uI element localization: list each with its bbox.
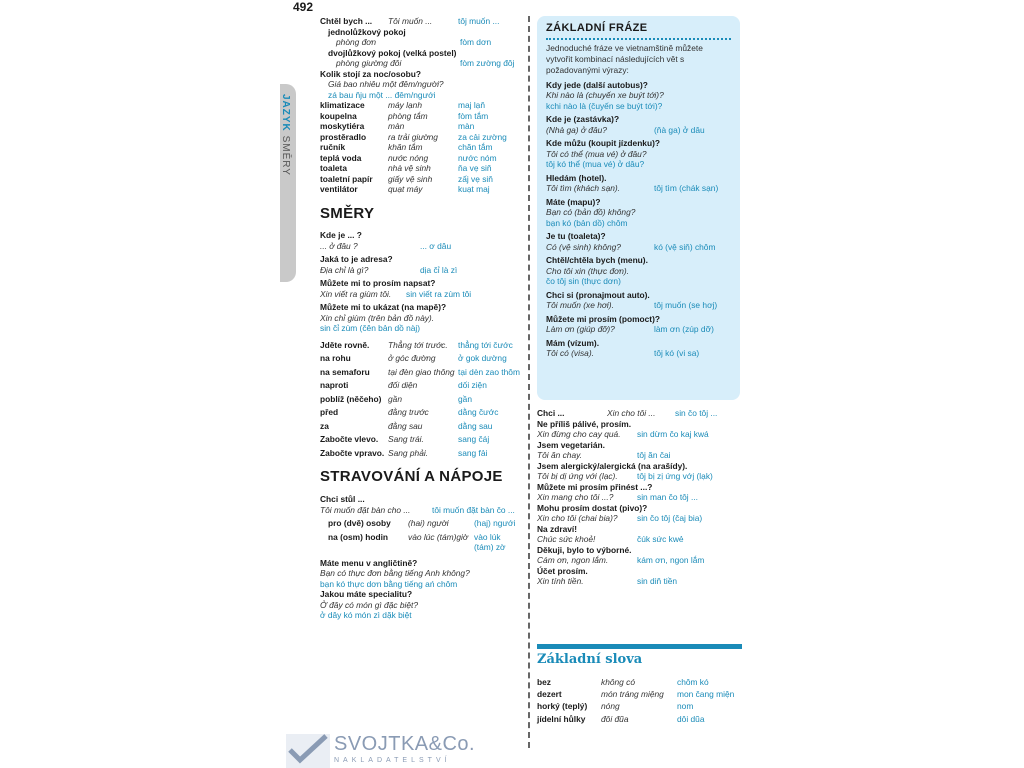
phrase-vi: Cám ơn, ngon lắm. bbox=[537, 555, 609, 565]
phrase-pron: bạn kó (bản dồ) chôm bbox=[546, 217, 628, 228]
phrase-cz: Zabočte vlevo. bbox=[320, 434, 379, 445]
vocab-row bbox=[320, 153, 520, 164]
phrase-cz: klimatizace bbox=[320, 100, 365, 110]
phrase-vi: phòng đơn bbox=[336, 37, 376, 47]
phrase-cz: Je tu (toaleta)? bbox=[546, 231, 606, 242]
phrase-vi: nhà vệ sinh bbox=[388, 163, 431, 173]
phrase-pron: sin man čo tôj ... bbox=[637, 492, 698, 502]
vocab-row bbox=[320, 353, 520, 364]
vocab-row bbox=[320, 448, 520, 459]
phrase-cz: Jaká to je adresa? bbox=[320, 254, 393, 265]
basic-words-header bbox=[537, 644, 742, 667]
phrase-vi: Làm ơn (giúp đỡ)? bbox=[546, 324, 615, 335]
phrase-pron: zấj vẹ siň bbox=[458, 173, 493, 184]
phrase-vi: Xin đừng cho cay quá. bbox=[537, 429, 621, 439]
publisher-watermark bbox=[286, 730, 476, 768]
vocab-row bbox=[537, 688, 747, 700]
phrase-cz: na (osm) hodin bbox=[328, 531, 389, 542]
phrase-cz: Chci ... bbox=[537, 408, 565, 418]
publisher-logo-icon bbox=[286, 730, 330, 768]
phrase-vi: máy lạnh bbox=[388, 100, 422, 110]
vocab-row bbox=[320, 174, 520, 185]
phrase-vi: tại đèn giao thông bbox=[388, 366, 455, 377]
vocab-row bbox=[320, 434, 520, 445]
phrase-vi: đối diện bbox=[388, 380, 418, 391]
food-entry bbox=[537, 419, 747, 440]
phrase-cz: moskytiéra bbox=[320, 121, 365, 131]
publisher-sub: NAKLADATELSTVÍ bbox=[334, 757, 451, 764]
phrase-pron: tôj muốn ... bbox=[458, 16, 500, 26]
phrase-pron: (ňà ga) ở dâu bbox=[654, 124, 705, 135]
basic-phrases-box bbox=[537, 16, 740, 400]
phrase-vi: Tôi muốn đặt bàn cho ... bbox=[320, 504, 411, 515]
question-block bbox=[320, 589, 520, 621]
vocab-row bbox=[320, 142, 520, 153]
food-entry bbox=[537, 566, 747, 587]
box-entry bbox=[546, 290, 731, 311]
column-divider bbox=[528, 16, 530, 748]
phrase-pron: sin diň tiền bbox=[637, 576, 678, 586]
phrase-pron: maj lạň bbox=[458, 100, 485, 110]
vocab-row bbox=[320, 132, 520, 143]
phrase-cz: dvojlůžkový pokoj (velká postel) bbox=[328, 47, 457, 58]
phrase-cz: na semaforu bbox=[320, 366, 370, 377]
phrase-cz: Máte menu v angličtině? bbox=[320, 557, 418, 568]
vocab-row bbox=[320, 340, 520, 351]
vocab-row bbox=[320, 163, 520, 174]
phrase-pron: nom bbox=[677, 701, 694, 712]
phrase-cz: Chtěl/chtěla bych (menu). bbox=[546, 255, 648, 266]
phrase-cz: za bbox=[320, 420, 329, 431]
vocab-row bbox=[320, 407, 520, 418]
phrase-cz: Jděte rovně. bbox=[320, 339, 370, 350]
phrase-cz: Můžete mi prosím přinést ...? bbox=[537, 481, 653, 492]
food-entry bbox=[537, 461, 747, 482]
phrase-pron: nước nóm bbox=[458, 152, 497, 163]
phrase-vi: Thẳng tới trước. bbox=[388, 339, 448, 350]
phrase-vi: Xin cho tôi (chai bia)? bbox=[537, 513, 618, 523]
phrase-vi: Bạn có (bản đồ) không? bbox=[546, 207, 636, 218]
phrase-pron: tôj kó (vi sa) bbox=[654, 348, 700, 359]
food-entry bbox=[537, 440, 747, 461]
vocab-row bbox=[320, 421, 520, 432]
basic-words-list bbox=[537, 676, 747, 725]
phrase-vi: Tôi có (visa). bbox=[546, 348, 594, 359]
phrase-pron: kám ơn, ngon lắm bbox=[637, 555, 705, 565]
phrase-pron: ... ơ dâu bbox=[420, 240, 452, 251]
phrase-pron: gần bbox=[458, 393, 472, 404]
phrase-pron: tại dèn zao thôm bbox=[458, 366, 520, 377]
phrase-cz: Mám (vízum). bbox=[546, 337, 600, 348]
food-entry bbox=[537, 408, 747, 419]
vocab-row bbox=[320, 518, 520, 529]
phrase-cz: bez bbox=[537, 677, 551, 687]
phrase-vi: Sang trái. bbox=[388, 434, 424, 445]
phrase-pron: kuạt maj bbox=[458, 184, 490, 194]
phrase-cz: dezert bbox=[537, 689, 562, 700]
vocab-row bbox=[320, 532, 520, 553]
vocab-row bbox=[537, 700, 747, 712]
phrase-pron: kó (vệ siň) chôm bbox=[654, 241, 716, 252]
phrase-vi: đằng trước bbox=[388, 407, 429, 418]
phrase-cz: Hledám (hotel). bbox=[546, 172, 607, 183]
phrase-cz: naproti bbox=[320, 380, 349, 391]
phrase-vi: Sang phải. bbox=[388, 447, 429, 458]
phrase-pron: tôi muốn đặt bàn čo ... bbox=[432, 504, 515, 515]
phrase-pron: za cải zường bbox=[458, 131, 507, 142]
phrase-vi: Tôi ăn chay. bbox=[537, 450, 582, 460]
phrase-cz: ručník bbox=[320, 142, 346, 152]
phrase-cz: toaleta bbox=[320, 163, 347, 173]
phrase-cz: Ne příliš pálivé, prosím. bbox=[537, 418, 632, 429]
phrase-pron: dôi dũa bbox=[677, 713, 705, 724]
phrase-pron: vào lúk (tám) zờ bbox=[474, 531, 506, 552]
box-intro: Jednoduché fráze ve vietnamštině můžete vytvořit kombinací následujících vět s požadovanými výrazy: bbox=[546, 42, 703, 75]
food-entry bbox=[537, 482, 747, 503]
vocab-row bbox=[320, 367, 520, 378]
phrase-pron: čúk sức kwẻ bbox=[637, 534, 684, 544]
phrase-vi: vào lúc (tám)giờ bbox=[408, 531, 468, 542]
phrase-pron: kchi nào là (čuyến se buýt tới)? bbox=[546, 100, 663, 111]
phrase-vi: đằng sau bbox=[388, 420, 423, 431]
vocab-row bbox=[537, 713, 747, 725]
phrase-pron: tôj bị zị ứng vớj (lạk) bbox=[637, 471, 713, 481]
phrase-pron: zá bau ňju một ... đêm/ngưới bbox=[328, 89, 436, 100]
box-entry bbox=[546, 197, 731, 229]
phrase-vi: Tôi muốn (xe hơi). bbox=[546, 300, 614, 311]
phrase-cz: Kde je ... ? bbox=[320, 230, 362, 241]
phrase-vi: màn bbox=[388, 121, 405, 131]
phrase-vi: Địa chỉ là gì? bbox=[320, 264, 369, 275]
phrase-cz: teplá voda bbox=[320, 152, 362, 163]
phrase-vi: Giá bao nhiêu một đêm/người? bbox=[328, 79, 444, 89]
vocab-row bbox=[320, 380, 520, 391]
phrase-pron: dối ziện bbox=[458, 380, 487, 391]
phrase-pron: tôj tìm (chák sạn) bbox=[654, 183, 719, 194]
phrase-pron: ở dây kó món zì dặk biệt bbox=[320, 610, 412, 620]
phrase-cz: prostěradlo bbox=[320, 131, 367, 142]
phrase-vi: không có bbox=[601, 677, 635, 687]
phrase-pron: čo tôj sin (thực dơn) bbox=[546, 276, 621, 287]
right-column bbox=[537, 408, 747, 587]
box-entry bbox=[546, 338, 731, 359]
phrase-cz: poblíž (něčeho) bbox=[320, 393, 382, 404]
food-entry bbox=[537, 545, 747, 566]
phrase-cz: Děkuji, bylo to výborné. bbox=[537, 544, 632, 555]
phrase-pron: sin čo tôj ... bbox=[675, 408, 718, 418]
phrase-vi: khăn tắm bbox=[388, 142, 423, 152]
phrase-cz: Na zdraví! bbox=[537, 523, 578, 534]
box-title: ZÁKLADNÍ FRÁZE bbox=[546, 22, 731, 40]
question-block bbox=[320, 558, 520, 590]
phrase-cz: pro (dvě) osoby bbox=[328, 518, 391, 528]
phrase-vi: Ở đây có món gì đặc biệt? bbox=[320, 599, 419, 610]
phrase-cz: Jsem vegetarián. bbox=[537, 439, 605, 450]
phrase-cz: Chci stůl ... bbox=[320, 494, 365, 504]
question-block bbox=[320, 278, 520, 299]
phrase-cz: koupelna bbox=[320, 110, 357, 121]
price-question bbox=[320, 69, 520, 101]
vocab-row bbox=[320, 394, 520, 405]
box-entry bbox=[546, 138, 731, 170]
phrase-pron: sin čo tôj (čaj bia) bbox=[637, 513, 703, 523]
phrase-vi: Xin chỉ giùm (trên bản đồ này). bbox=[320, 312, 435, 323]
phrase-vi: món tráng miệng bbox=[601, 689, 664, 700]
phrase-pron: tôj ăn čai bbox=[637, 450, 671, 460]
vocab-row bbox=[320, 184, 520, 195]
phrase-vi: Bạn có thực đơn bằng tiếng Anh không? bbox=[320, 568, 470, 578]
phrase-pron: sang fải bbox=[458, 447, 488, 458]
food-entry bbox=[537, 524, 747, 545]
phrase-pron: ở gok dường bbox=[458, 353, 507, 364]
phrase-vi: Tôi có thể (mua vé) ở đâu? bbox=[546, 148, 647, 159]
phrase-vi: Xin viết ra giùm tôi. bbox=[320, 288, 392, 299]
phrase-cz: Můžete mi prosím (pomoct)? bbox=[546, 313, 660, 324]
phrase-vi: quạt máy bbox=[388, 184, 423, 194]
room-entry bbox=[320, 48, 520, 69]
phrase-cz: před bbox=[320, 407, 339, 418]
phrase-cz: jídelní hůlky bbox=[537, 713, 586, 724]
phrase-cz: Chci si (pronajmout auto). bbox=[546, 289, 650, 300]
phrase-cz: Můžete mi to ukázat (na mapě)? bbox=[320, 302, 447, 313]
basic-words-title: Základní slova bbox=[537, 652, 643, 667]
phrase-vi: Cho tôi xin (thực đơn). bbox=[546, 265, 629, 276]
phrase-cz: Kolik stojí za noc/osobu? bbox=[320, 68, 421, 79]
question-block bbox=[320, 230, 520, 251]
phrase-vi: phòng giường đôi bbox=[336, 58, 402, 68]
phrase-pron: dằng sau bbox=[458, 420, 493, 431]
vocab-row bbox=[320, 100, 520, 111]
phrase-vi: Tôi bị dị ứng với (lạc). bbox=[537, 471, 618, 481]
phrase-row bbox=[320, 16, 520, 27]
phrase-pron: thẳng tới čước bbox=[458, 339, 513, 350]
phrase-cz: Jsem alergický/alergická (na arašídy). bbox=[537, 460, 688, 471]
vocab-row bbox=[320, 111, 520, 122]
phrase-vi: Chúc sức khoẻ! bbox=[537, 534, 596, 544]
phrase-cz: Účet prosím. bbox=[537, 565, 588, 576]
phrase-pron: mon čang miện bbox=[677, 689, 735, 700]
phrase-cz: Kde je (zastávka)? bbox=[546, 114, 620, 125]
phrase-pron: tôj kó thể (mua vé) ở dâu? bbox=[546, 159, 645, 170]
food-entry bbox=[537, 503, 747, 524]
phrase-cz: jednolůžkový pokoj bbox=[328, 26, 406, 37]
phrase-vi: ra trải giường bbox=[388, 131, 438, 142]
phrase-pron: sin čỉ zùm (čên bản dồ nàj) bbox=[320, 323, 421, 334]
phrase-vi: Có (vệ sinh) không? bbox=[546, 241, 621, 252]
phrase-vi: Tôi muốn ... bbox=[388, 16, 433, 26]
phrase-cz: Chtěl bych ... bbox=[320, 16, 373, 26]
box-entry bbox=[546, 80, 731, 112]
phrase-pron: dằng čước bbox=[458, 407, 499, 418]
phrase-vi: Xin cho tôi ... bbox=[607, 408, 656, 418]
phrase-pron: làm ơn (zúp dỡ) bbox=[654, 324, 714, 335]
room-entry bbox=[320, 27, 520, 48]
phrase-pron: (haj) ngưới bbox=[474, 518, 516, 528]
phrase-vi: ... ở đâu ? bbox=[320, 240, 358, 251]
box-entry bbox=[546, 231, 731, 252]
phrase-pron: dịa čỉ là zì bbox=[420, 264, 458, 275]
phrase-vi: (Nhà ga) ở đâu? bbox=[546, 124, 607, 135]
phrase-pron: chôm kó bbox=[677, 677, 709, 687]
phrase-vi: Xin mang cho tôi ...? bbox=[537, 492, 614, 502]
phrase-pron: fòm dơn bbox=[460, 37, 492, 47]
box-entry bbox=[546, 314, 731, 335]
box-entry bbox=[546, 114, 731, 135]
phrase-pron: tôj muốn (se hơj) bbox=[654, 300, 718, 311]
vocab-row bbox=[537, 676, 747, 688]
phrase-cz: Kde můžu (koupit jízdenku)? bbox=[546, 138, 660, 149]
phrase-cz: Zabočte vpravo. bbox=[320, 447, 385, 458]
phrase-pron: sang čáj bbox=[458, 434, 490, 445]
phrase-cz: na rohu bbox=[320, 353, 351, 364]
phrase-vi: nước nóng bbox=[388, 152, 429, 163]
vocab-row bbox=[320, 121, 520, 132]
side-tab-word-1: JAZYK bbox=[280, 94, 291, 132]
phrase-pron: sin viết ra zùm tôi bbox=[406, 288, 472, 299]
phrase-vi: nóng bbox=[601, 701, 620, 712]
phrase-vi: giấy vệ sinh bbox=[388, 173, 433, 184]
left-column bbox=[320, 16, 520, 621]
side-tab-label bbox=[280, 94, 291, 176]
phrase-cz: Kdy jede (další autobus)? bbox=[546, 79, 648, 90]
phrase-cz: Mohu prosím dostat (pivo)? bbox=[537, 502, 648, 513]
phrase-vi: (hai) người bbox=[408, 518, 449, 528]
phrase-cz: Jakou máte specialitu? bbox=[320, 589, 413, 599]
phrase-cz: toaletní papír bbox=[320, 173, 373, 184]
phrase-vi: ở góc đường bbox=[388, 353, 436, 364]
phrase-pron: chăn tắm bbox=[458, 142, 493, 152]
phrase-cz: Můžete mi to prosím napsat? bbox=[320, 278, 436, 289]
phrase-pron: fòm zường đôj bbox=[460, 58, 515, 68]
question-block bbox=[320, 254, 520, 275]
phrase-vi: phòng tắm bbox=[388, 110, 428, 121]
publisher-name: SVOJTKA&Co. bbox=[334, 733, 476, 755]
phrase-vi: Tôi tìm (khách sạn). bbox=[546, 183, 621, 194]
phrase-pron: sin dừm čo kaj kwá bbox=[637, 429, 709, 439]
phrase-vi: Khi nào là (chuyến xe buýt tới)? bbox=[546, 90, 664, 101]
phrase-pron: màn bbox=[458, 121, 475, 131]
phrase-cz: horký (teplý) bbox=[537, 701, 588, 712]
phrase-pron: bạn kó thực dơn bằng tiếng ań chôm bbox=[320, 578, 458, 589]
question-block bbox=[320, 494, 520, 515]
phrase-vi: gần bbox=[388, 393, 402, 404]
question-block bbox=[320, 302, 520, 334]
phrase-cz: ventilátor bbox=[320, 184, 358, 194]
box-entry bbox=[546, 173, 731, 194]
section-heading-dining: STRAVOVÁNÍ A NÁPOJE bbox=[320, 468, 503, 486]
phrase-cz: Máte (mapu)? bbox=[546, 196, 601, 207]
phrase-vi: đôi đũa bbox=[601, 713, 629, 724]
phrase-vi: Xin tính tiền. bbox=[537, 576, 584, 586]
phrase-pron: ňa vẹ siň bbox=[458, 163, 492, 173]
section-heading-directions: SMĚRY bbox=[320, 204, 375, 222]
page-number: 492 bbox=[293, 0, 314, 14]
side-tab-word-2: SMĚRY bbox=[280, 135, 291, 176]
box-entry bbox=[546, 255, 731, 287]
phrase-pron: fòm tắm bbox=[458, 110, 489, 121]
